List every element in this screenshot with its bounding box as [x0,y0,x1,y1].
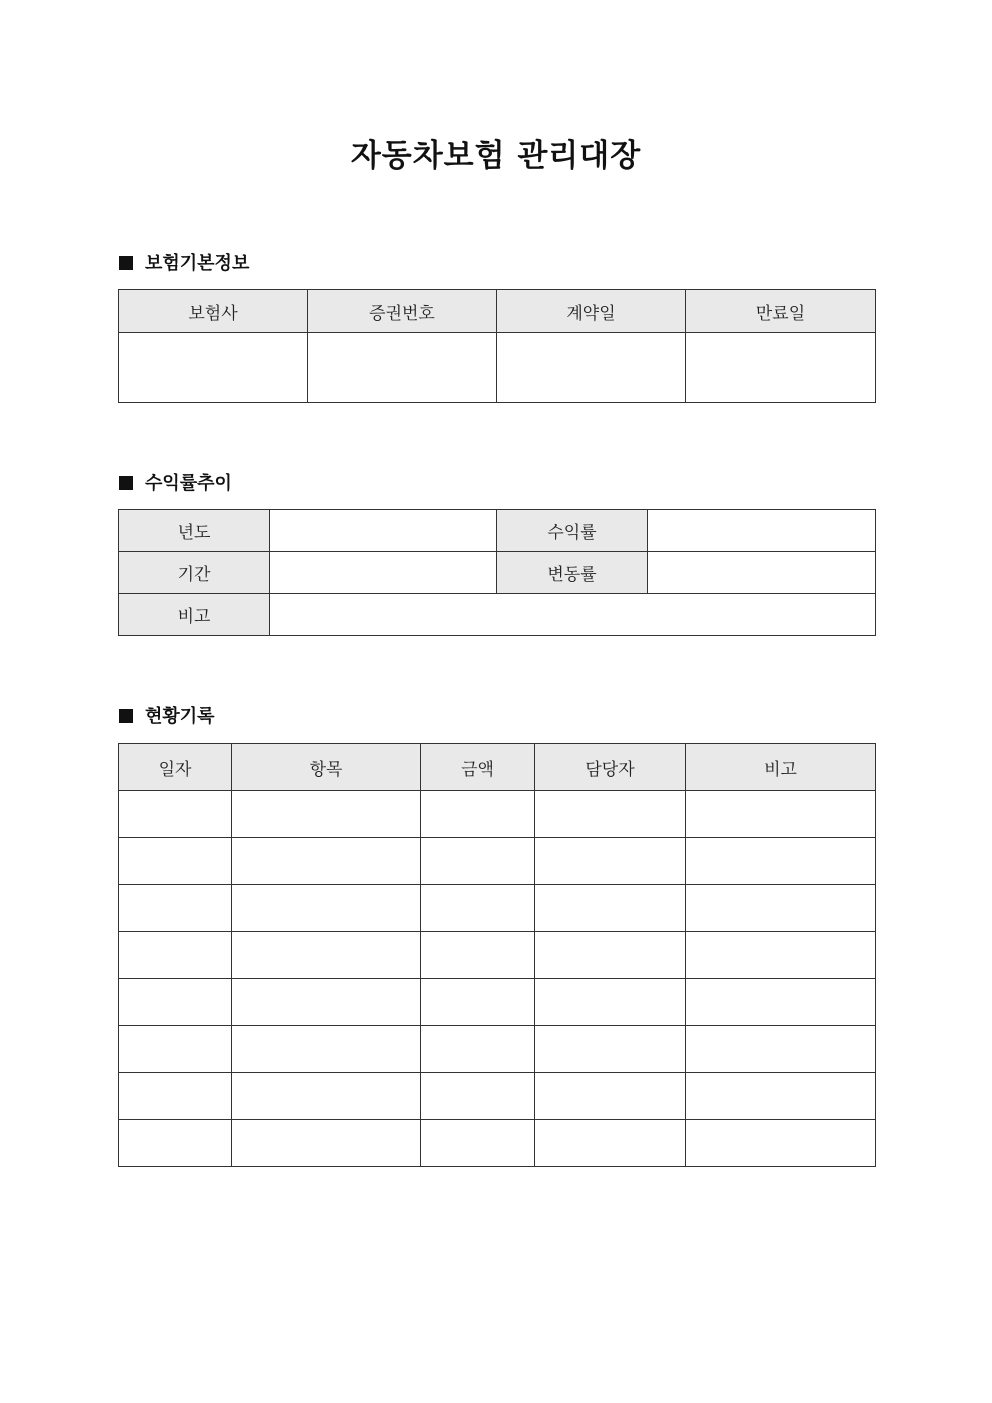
header-expiry-date: 만료일 [686,290,876,333]
header-contract-date: 계약일 [497,290,686,333]
section-heading-status-label: 현황기록 [145,706,215,727]
date-cell[interactable] [119,1026,232,1073]
header-item: 항목 [232,744,421,791]
note-value-cell[interactable] [270,594,876,636]
note-cell[interactable] [686,932,876,979]
table-row [119,791,876,838]
period-value-cell[interactable] [270,552,497,594]
item-cell[interactable] [232,838,421,885]
label-note: 비고 [119,594,270,636]
item-cell[interactable] [232,1073,421,1120]
amount-cell[interactable] [421,1073,535,1120]
table-row [119,333,876,403]
date-cell[interactable] [119,885,232,932]
table-row [119,1073,876,1120]
item-cell[interactable] [232,791,421,838]
table-row [119,552,876,594]
item-cell[interactable] [232,932,421,979]
table-row [119,932,876,979]
header-date: 일자 [119,744,232,791]
date-cell[interactable] [119,932,232,979]
header-policy-number: 증권번호 [308,290,497,333]
item-cell[interactable] [232,979,421,1026]
manager-cell[interactable] [535,838,686,885]
table-header-row [119,744,876,791]
change-rate-value-cell[interactable] [648,552,876,594]
yield-trend-table [118,509,876,636]
section-heading-status [119,704,215,730]
expiry-date-cell[interactable] [686,333,876,403]
date-cell[interactable] [119,1120,232,1167]
year-value-cell[interactable] [270,510,497,552]
table-row [119,885,876,932]
amount-cell[interactable] [421,979,535,1026]
section-heading-basic [119,251,249,277]
date-cell[interactable] [119,1073,232,1120]
table-row [119,594,876,636]
table-row [119,979,876,1026]
item-cell[interactable] [232,885,421,932]
table-row [119,838,876,885]
amount-cell[interactable] [421,838,535,885]
yield-rate-value-cell[interactable] [648,510,876,552]
manager-cell[interactable] [535,932,686,979]
section-heading-yield [119,471,232,497]
label-yield-rate: 수익률 [497,510,648,552]
note-cell[interactable] [686,1120,876,1167]
item-cell[interactable] [232,1120,421,1167]
note-cell[interactable] [686,979,876,1026]
date-cell[interactable] [119,979,232,1026]
table-row [119,1026,876,1073]
square-bullet-icon [119,476,133,490]
insurance-basic-table [118,289,876,403]
note-cell[interactable] [686,838,876,885]
table-row [119,1120,876,1167]
header-amount: 금액 [421,744,535,791]
manager-cell[interactable] [535,885,686,932]
item-cell[interactable] [232,1026,421,1073]
label-year: 년도 [119,510,270,552]
policy-number-cell[interactable] [308,333,497,403]
note-cell[interactable] [686,885,876,932]
date-cell[interactable] [119,791,232,838]
section-heading-basic-label: 보험기본정보 [145,253,250,274]
amount-cell[interactable] [421,1026,535,1073]
amount-cell[interactable] [421,791,535,838]
section-heading-yield-label: 수익률추이 [145,473,232,494]
manager-cell[interactable] [535,1026,686,1073]
contract-date-cell[interactable] [497,333,686,403]
status-record-body [119,791,876,1167]
header-insurer: 보험사 [119,290,308,333]
amount-cell[interactable] [421,1120,535,1167]
table-row [119,510,876,552]
table-header-row [119,290,876,333]
label-period: 기간 [119,552,270,594]
manager-cell[interactable] [535,1120,686,1167]
manager-cell[interactable] [535,791,686,838]
note-cell[interactable] [686,791,876,838]
date-cell[interactable] [119,838,232,885]
square-bullet-icon [119,256,133,270]
manager-cell[interactable] [535,979,686,1026]
header-manager: 담당자 [535,744,686,791]
amount-cell[interactable] [421,885,535,932]
insurer-cell[interactable] [119,333,308,403]
page-title: 자동차보험 관리대장 [350,138,642,174]
amount-cell[interactable] [421,932,535,979]
header-note: 비고 [686,744,876,791]
square-bullet-icon [119,709,133,723]
status-record-table [118,743,876,1167]
note-cell[interactable] [686,1073,876,1120]
label-change-rate: 변동률 [497,552,648,594]
note-cell[interactable] [686,1026,876,1073]
manager-cell[interactable] [535,1073,686,1120]
